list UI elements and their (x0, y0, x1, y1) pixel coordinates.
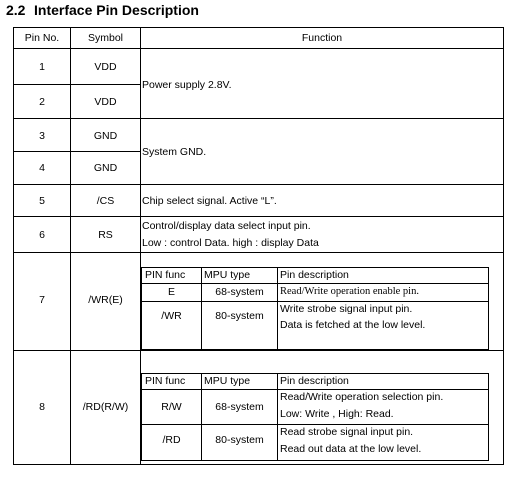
pin-4: 4 (39, 162, 45, 174)
wr-sub-row-divider (142, 301, 488, 302)
col-divider-1 (70, 28, 71, 464)
header-function: Function (301, 32, 343, 44)
wr-sub-func-e: E (167, 286, 175, 298)
rd-sub-mpu-68: 68-system (215, 401, 264, 413)
rd-sub-func-rw: R/W (161, 401, 182, 413)
pin-5: 5 (39, 195, 45, 207)
rd-sub-desc-rd-2: Read out data at the low level. (280, 443, 422, 455)
row-divider-5 (14, 216, 503, 217)
rd-sub-header-mpu: MPU type (204, 375, 251, 387)
symbol-7: /WR(E) (88, 294, 123, 306)
rd-sub-col-divider-1 (201, 374, 202, 460)
symbol-4: GND (93, 162, 118, 174)
row-divider-1 (14, 84, 140, 85)
pin-8: 8 (39, 401, 45, 413)
pin-7: 7 (39, 294, 45, 306)
rd-sub-col-divider-2 (277, 374, 278, 460)
rd-sub-desc-rw-1: Read/Write operation selection pin. (280, 391, 444, 403)
section-title: Interface Pin Description (34, 2, 199, 18)
function-power: Power supply 2.8V. (142, 79, 232, 91)
row-divider-2 (14, 118, 503, 119)
section-heading (6, 2, 199, 18)
rd-sub-mpu-80: 80-system (215, 434, 264, 446)
pin-6: 6 (39, 229, 45, 241)
symbol-3: GND (93, 130, 118, 142)
wr-sub-header-desc: Pin description (280, 269, 349, 281)
rd-sub-header-desc: Pin description (280, 375, 349, 387)
wr-sub-desc-e: Read/Write operation enable pin. (280, 286, 419, 297)
wr-subtable (141, 267, 489, 350)
wr-sub-header-func: PIN func (145, 269, 186, 281)
row-divider-3 (14, 151, 140, 152)
header-pin-no: Pin No. (24, 32, 60, 44)
wr-sub-mpu-80: 80-system (215, 310, 264, 322)
wr-sub-desc-wr-1: Write strobe signal input pin. (280, 303, 413, 315)
rd-sub-func-rd: /RD (162, 434, 181, 446)
header-symbol: Symbol (87, 32, 123, 44)
row-divider-6 (14, 252, 503, 253)
pin-3: 3 (39, 130, 45, 142)
symbol-8: /RD(R/W) (82, 401, 129, 413)
rd-sub-desc-rd-1: Read strobe signal input pin. (280, 426, 414, 438)
rd-subtable (141, 373, 489, 461)
symbol-5: /CS (96, 195, 115, 207)
row-divider-4 (14, 184, 503, 185)
function-ground: System GND. (142, 146, 207, 158)
rd-sub-desc-rw-2: Low: Write , High: Read. (280, 408, 394, 420)
wr-sub-mpu-68: 68-system (215, 286, 264, 298)
header-divider (14, 48, 503, 49)
wr-sub-col-divider-1 (201, 268, 202, 349)
wr-sub-func-wr: /WR (161, 310, 182, 322)
function-6-line-1: Control/display data select input pin. (142, 220, 311, 232)
pin-1: 1 (39, 61, 45, 73)
function-5: Chip select signal. Active “L”. (142, 195, 277, 207)
rd-sub-header-func: PIN func (145, 375, 186, 387)
section-number: 2.2 (6, 2, 26, 18)
wr-sub-header-divider (142, 283, 488, 284)
rd-sub-row-divider (142, 424, 488, 425)
wr-sub-desc-wr-2: Data is fetched at the low level. (280, 319, 426, 331)
row-divider-7 (14, 350, 503, 351)
rd-sub-header-divider (142, 389, 488, 390)
symbol-6: RS (98, 229, 113, 241)
pin-2: 2 (39, 96, 45, 108)
symbol-1: VDD (94, 61, 117, 73)
symbol-2: VDD (94, 96, 117, 108)
function-6-line-2: Low : control Data. high : display Data (142, 237, 319, 249)
pin-table (13, 27, 504, 465)
wr-sub-col-divider-2 (277, 268, 278, 349)
wr-sub-header-mpu: MPU type (204, 269, 251, 281)
